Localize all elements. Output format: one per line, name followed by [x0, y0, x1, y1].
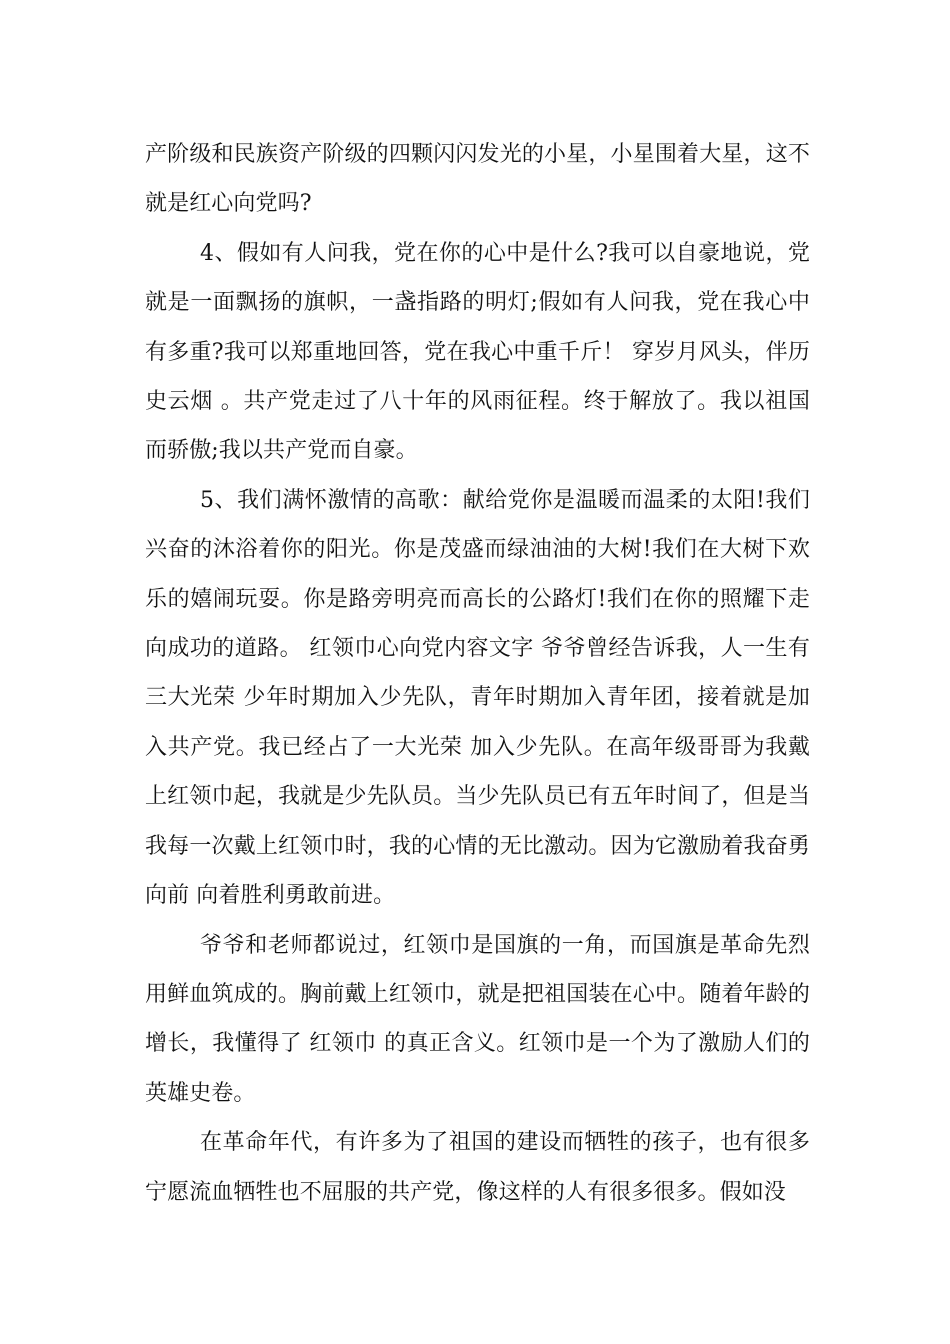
- paragraph-4: 爷爷和老师都说过，红领巾是国旗的一角，而国旗是革命先烈用鲜血筑成的。胸前戴上红领巾，就是把祖国装在心中。随着年龄的增长，我懂得了 红领巾 的真正含义。红领巾是一个为了激励人们的英雄史卷。: [145, 932, 810, 1106]
- paragraph-1: 产阶级和民族资产阶级的四颗闪闪发光的小星，小星围着大星，这不就是红心向党吗?: [145, 142, 810, 217]
- paragraph-5: 在革命年代，有许多为了祖国的建设而牺牲的孩子，也有很多宁愿流血牺牲也不屈服的共产党，像这样的人有很多很多。假如没: [145, 1130, 810, 1205]
- paragraph-3: 5、我们满怀激情的高歌：献给党你是温暖而温柔的太阳!我们兴奋的沐浴着你的阳光。你是茂盛而绿油油的大树!我们在大树下欢乐的嬉闹玩耍。你是路旁明亮而高长的公路灯!我们在你的照耀下走向成功的道路。 红领巾心向党内容文字 爷爷曾经告诉我，人一生有三大光荣 少年时期加入少先队，青年时期加入青年团，接着就是加入共产党。我已经占了一大光荣 加入少先队。在高年级哥哥为我戴上红领巾起，我就是少先队员。当少先队员已有五年时间了，但是当我每一次戴上红领巾时，我的心情的无比激动。因为它激励着我奋勇向前 向着胜利勇敢前进。: [145, 487, 810, 909]
- document-body: [145, 130, 810, 1217]
- paragraph-2: 4、假如有人问我，党在你的心中是什么?我可以自豪地说，党就是一面飘扬的旗帜，一盏指路的明灯;假如有人问我，党在我心中有多重?我可以郑重地回答，党在我心中重千斤！ 穿岁月风头，伴历史云烟 。共产党走过了八十年的风雨征程。终于解放了。我以祖国而骄傲;我以共产党而自豪。: [145, 240, 810, 464]
